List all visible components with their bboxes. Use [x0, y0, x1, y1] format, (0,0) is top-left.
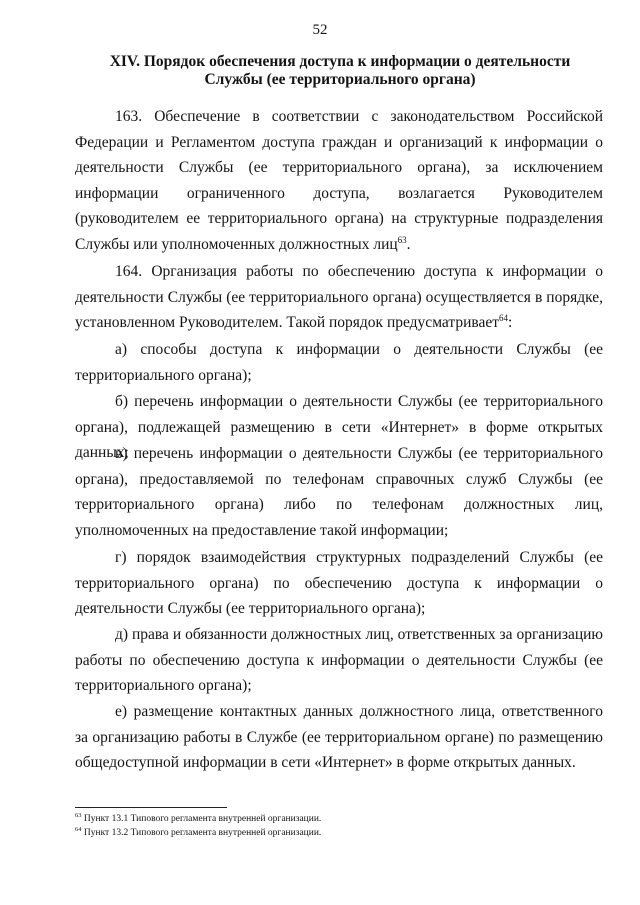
- list-item-d-text: д) права и обязанности должностных лиц, ответственных за организацию работы по обеспечению доступа к информации о деятельности Службы (ее территориального органа);: [75, 626, 603, 694]
- footnote-ref-63: 63: [397, 234, 407, 245]
- paragraph-163: [75, 104, 603, 257]
- list-item-e: [75, 699, 603, 776]
- paragraph-164-end: :: [508, 314, 513, 331]
- footnote-63: [75, 812, 603, 826]
- list-item-a: [75, 337, 603, 388]
- footnote-divider: [75, 807, 227, 808]
- list-item-a-text: а) способы доступа к информации о деятельности Службы (ее территориального органа);: [75, 341, 603, 384]
- section-heading-line-2: Службы (ее территориального органа): [204, 71, 476, 88]
- footnote-63-number: 63: [75, 811, 82, 819]
- footnote-64: [75, 826, 603, 840]
- page-number: 52: [312, 22, 328, 38]
- list-item-v-text: в) перечень информации о деятельности Службы (ее территориального органа), предоставляемой по телефонам справочных служб Службы (ее территориального органа) либо по телефонам должностных лиц, уполномоченных на предоставление такой информации;: [75, 445, 603, 539]
- paragraph-164-text: 164. Организация работы по обеспечению доступа к информации о деятельности Службы (ее территориального органа) осуществляется в порядке, установленном Руководителем. Такой порядок предусматривает: [75, 263, 603, 331]
- paragraph-164: [75, 259, 603, 336]
- paragraph-163-end: .: [406, 235, 411, 253]
- list-item-b-text: б) перечень информации о деятельности Службы (ее территориального органа), подлежащей размещению в сети «Интернет» в форме открытых данных;: [75, 393, 603, 461]
- paragraph-163-text: 163. Обеспечение в соответствии с законодательством Российской Федерации и Регламентом доступа граждан и организаций к информации о деятельности Службы (ее территориального органа), за исключением информации ограниченного доступа, возлагается Руководителем (руководителем ее территориального органа) на структурные подразделения Службы или уполномоченных должностных лиц: [75, 108, 603, 253]
- footnotes: [75, 812, 603, 840]
- list-item-d: [75, 622, 603, 699]
- footnote-63-text: Пункт 13.1 Типового регламента внутренней организации.: [81, 814, 322, 824]
- footnote-64-text: Пункт 13.2 Типового регламента внутренней организации.: [81, 828, 322, 838]
- list-item-v: [75, 441, 603, 543]
- list-item-g-text: г) порядок взаимодействия структурных подразделений Службы (ее территориального органа) по обеспечению доступа к информации о деятельности Службы (ее территориального органа);: [75, 549, 603, 617]
- list-item-g: [75, 545, 603, 622]
- section-heading-line-1: XIV. Порядок обеспечения доступа к информации о деятельности: [109, 53, 571, 70]
- list-item-e-text: е) размещение контактных данных должностного лица, ответственного за организацию работы в Службе (ее территориальном органе) по размещению общедоступной информации в сети «Интернет» в форме открытых данных.: [75, 703, 603, 771]
- footnote-ref-64: 64: [499, 312, 509, 323]
- section-heading: [100, 53, 580, 89]
- footnote-64-number: 64: [75, 825, 82, 833]
